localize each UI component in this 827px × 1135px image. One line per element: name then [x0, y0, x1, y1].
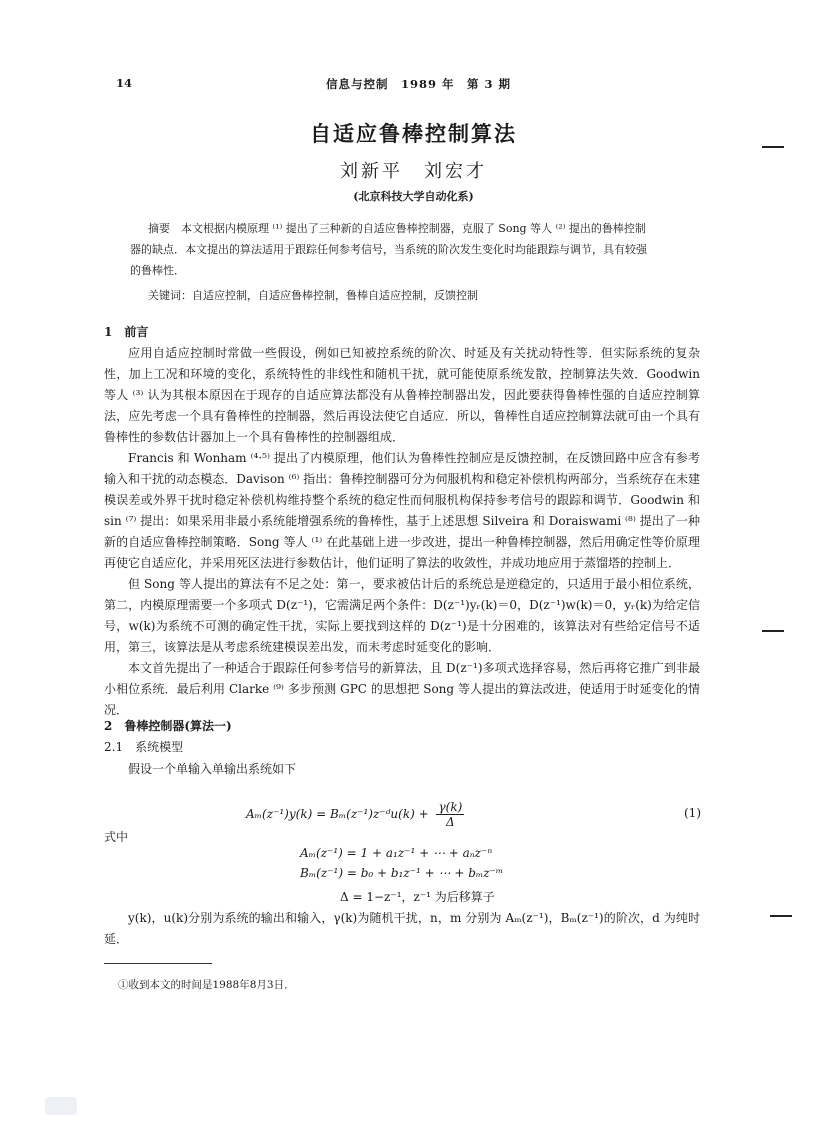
variable-explanation	[104, 908, 700, 950]
paragraph: 但 Song 等人提出的算法有不足之处：第一，要求被估计后的系统总是逆稳定的，只适用于最小相位系统，第二，内模原理需要一个多项式 D(z⁻¹)，它需满足两个条件：D(z⁻¹)yᵣ(k)＝0，D(z⁻¹)w(k)＝0，yᵣ(k)为给定信号，w(k)为系统不可测的确定性干扰，实际上要找到这样的 D(z⁻¹)是十分困难的，该算法对有些给定信号不适用，第三，该算法是从考虑系统建模误差出发，而未考虑时延变化的影响．	[104, 577, 700, 654]
watermark-logo	[45, 1097, 77, 1115]
equation-3: Bₘ(z⁻¹) = b₀ + b₁z⁻¹ + ⋯ + bₘz⁻ᵐ	[300, 866, 504, 880]
equation-numerator: γ(k)	[438, 800, 463, 814]
footnote: ①收到本文的时间是1988年8月3日．	[118, 979, 295, 991]
authors: 刘新平 刘宏才	[340, 161, 487, 182]
paper-title: 自适应鲁棒控制算法	[310, 121, 517, 146]
margin-mark	[770, 915, 792, 917]
margin-mark	[762, 146, 784, 148]
section-heading: 1 前言	[104, 325, 149, 339]
section-heading: 2 鲁棒控制器(算法一)	[104, 719, 232, 733]
abstract-line: 器的缺点．本文提出的算法适用于跟踪任何参考信号，当系统的阶次发生变化时均能跟踪与调节，具有较强	[130, 243, 647, 256]
abstract-line: 的鲁棒性．	[130, 264, 185, 277]
paragraph: 应用自适应控制时常做一些假设，例如已知被控系统的阶次、时延及有关扰动特性等．但实际系统的复杂性，加上工况和环境的变化，系统特性的非线性和随机干扰，就可能使原系统发散，控制算法失效．Goodwin 等人 ⁽³⁾ 认为其根本原因在于现存的自适应算法都没有从鲁棒控制器出发，因此要获得鲁棒性强的自适应控制算法，应先考虑一个具有鲁棒性的控制器，然后再设法使它自适应．所以，鲁棒性自适应控制算法就可由一个具有鲁棒性的参数估计器加上一个具有鲁棒性的控制器组成．	[104, 346, 700, 444]
equation-2: Aₘ(z⁻¹) = 1 + a₁z⁻¹ + ⋯ + aₙz⁻ⁿ	[300, 846, 493, 860]
page-number: 14	[116, 76, 133, 90]
abstract-line: 摘要 本文根据内模原理 ⁽¹⁾ 提出了三种新的自适应鲁棒控制器，克服了 Song 等人 ⁽²⁾ 提出的鲁棒控制	[148, 222, 646, 235]
paragraph: 假设一个单输入单输出系统如下	[128, 762, 297, 776]
margin-mark	[762, 630, 784, 632]
abstract	[130, 218, 690, 281]
equation-4: Δ = 1−z⁻¹，z⁻¹ 为后移算子	[340, 890, 495, 904]
equation-denominator: Δ	[446, 815, 455, 829]
affiliation: (北京科技大学自动化系)	[353, 190, 474, 203]
paragraph: Francis 和 Wonham ⁽⁴·⁵⁾ 提出了内模原理，他们认为鲁棒性控制应是反馈控制，在反馈回路中应含有参考输入和干扰的动态模态．Davison ⁽⁶⁾ 指出：鲁棒控制器可分为伺服机构和稳定补偿机构两部分，当系统存在未建模误差或外界干扰时稳定补偿机构维持整个系统的稳定性而伺服机构保持参考信号的跟踪和调节．Goodwin 和 sin ⁽⁷⁾ 提出：如果采用非最小系统能增强系统的鲁棒性，基于上述思想 Silveira 和 Doraiswami ⁽⁸⁾ 提出了一种新的自适应鲁棒控制策略．Song 等人 ⁽¹⁾ 在此基础上进一步改进，提出一种鲁棒控制器，然后用确定性等价原理再使它自适应化，并采用死区法进行参数估计，他们证明了算法的收敛性，并成功地应用于蒸馏塔的控制上．	[104, 451, 700, 570]
section1-body	[104, 343, 700, 721]
footnote-rule	[104, 963, 212, 964]
subsection-heading: 2.1 系统模型	[104, 740, 184, 754]
equation-lhs: Aₘ(z⁻¹)y(k) = Bₘ(z⁻¹)z⁻ᵈu(k) +	[246, 807, 429, 821]
journal-info: 信息与控制 1989 年 第 3 期	[326, 77, 512, 91]
equation-1	[246, 800, 464, 829]
keywords: 关键词：自适应控制，自适应鲁棒控制，鲁棒自适应控制，反馈控制	[148, 289, 478, 302]
paragraph: 本文首先提出了一种适合于跟踪任何参考信号的新算法，且 D(z⁻¹)多项式选择容易，然后再将它推广到非最小相位系统．最后利用 Clarke ⁽⁹⁾ 多步预测 GPC 的思想把 Song 等人提出的算法改进，使适用于时延变化的情况．	[104, 661, 700, 717]
running-header	[116, 76, 706, 94]
paragraph: y(k)，u(k)分别为系统的输出和输入，γ(k)为随机干扰，n，m 分别为 Aₘ(z⁻¹)，Bₘ(z⁻¹)的阶次，d 为纯时延．	[104, 911, 700, 946]
where-label: 式中	[104, 830, 129, 844]
equation-number: (1)	[684, 806, 701, 820]
